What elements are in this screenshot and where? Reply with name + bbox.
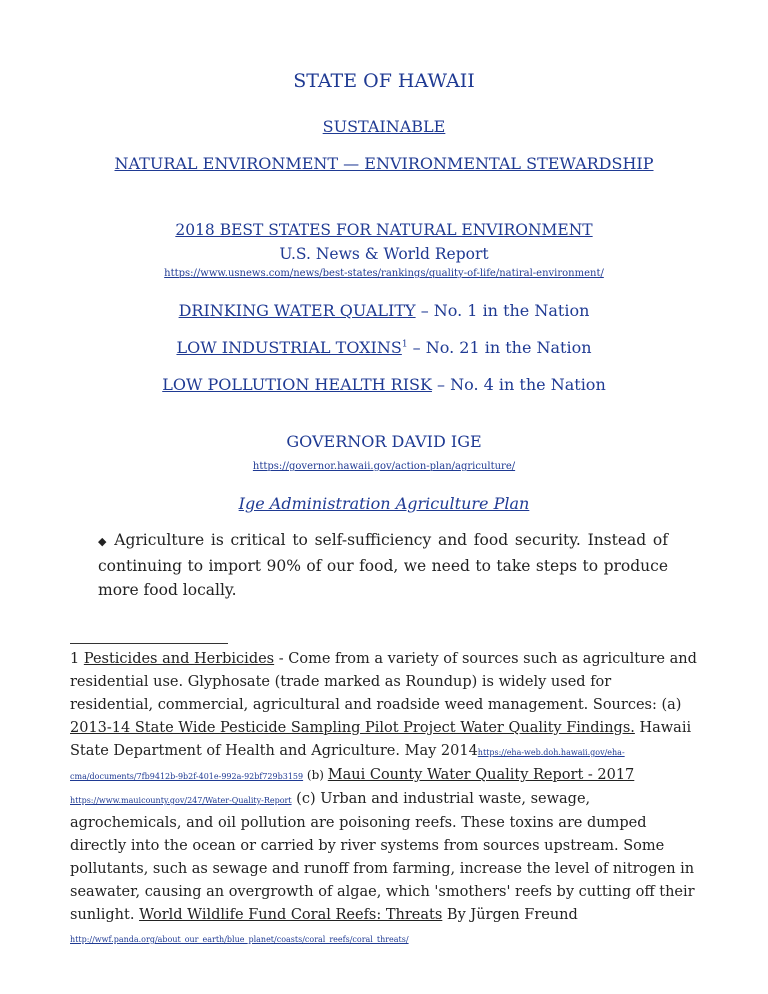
footnote-divider: [70, 643, 228, 644]
footnote-number: 1: [70, 651, 80, 667]
governor-url-link[interactable]: https://governor.hawaii.gov/action-plan/agriculture/: [252, 461, 516, 472]
ranking-label: LOW POLLUTION HEALTH RISK: [162, 375, 432, 394]
footnote-text: [70, 648, 698, 951]
footnote-text-part: Hawaii State Department of Health and Agriculture. May 2014: [70, 720, 692, 759]
source-a-url-link[interactable]: https://eha-web.doh.hawaii.gov/eha-cma/documents/7fb9412b-9b2f-401e-992a-92bf729b3159: [70, 748, 625, 781]
ranking-row: [0, 375, 768, 394]
footnote-text-part: By Jürgen Freund: [442, 907, 578, 923]
body-text: Agriculture is critical to self-sufficiency and food security. Instead of continuing to import 90% of our food, we need to take steps to produce more food locally.: [98, 531, 668, 599]
ranking-rank: – No. 1 in the Nation: [420, 301, 590, 320]
footnote-title: Pesticides and Herbicides: [83, 651, 275, 667]
sustainable-heading: SUSTAINABLE: [322, 117, 446, 136]
footnote-marker[interactable]: 1: [401, 339, 408, 350]
ranking-label: DRINKING WATER QUALITY: [178, 301, 416, 320]
rankings-title: 2018 BEST STATES FOR NATURAL ENVIRONMENT: [175, 221, 593, 239]
rankings-url-link[interactable]: https://www.usnews.com/news/best-states/rankings/quality-of-life/natiral-environment/: [164, 268, 604, 279]
state-title: STATE OF HAWAII: [293, 70, 475, 92]
source-b-url-link[interactable]: https://www.mauicounty.gov/247/Water-Quality-Report: [70, 796, 292, 805]
ranking-label: LOW INDUSTRIAL TOXINS: [176, 338, 402, 357]
body-paragraph: [98, 528, 668, 602]
source-c-link[interactable]: World Wildlife Fund Coral Reefs: Threats: [139, 907, 443, 923]
footnote-text-part: (c) Urban and industrial waste, sewage, agrochemicals, and oil pollution are poisoning reefs. These toxins are dumped directly into the ocean or carried by river systems from sources upstream. Some pollutants, such as sewage and runoff from farming, increase the level of nitrogen in seawater, causing an overgrowth of algae, which 'smothers' reefs by cutting off their sunlight.: [70, 791, 695, 923]
ranking-rank: – No. 21 in the Nation: [412, 338, 592, 357]
rankings-source: U.S. News & World Report: [279, 245, 489, 263]
source-a-link[interactable]: 2013-14 State Wide Pesticide Sampling Pilot Project Water Quality Findings.: [70, 720, 635, 736]
source-b-label: (b): [303, 768, 328, 782]
source-c-url-link[interactable]: http://wwf.panda.org/about_our_earth/blue_planet/coasts/coral_reefs/coral_threats/: [70, 935, 409, 944]
source-b-link[interactable]: Maui County Water Quality Report - 2017: [327, 767, 635, 783]
ranking-row: [0, 301, 768, 320]
governor-name: GOVERNOR DAVID IGE: [286, 432, 482, 451]
footnote-text-part: - Come from a variety of sources such as agriculture and residential use. Glyphosate (trade marked as Roundup) is widely used for residential, commercial, agricultural and roadside weed management. Sources: (a): [70, 651, 697, 713]
governor-url-line: [0, 461, 768, 472]
bullet-diamond-icon: ◆: [98, 535, 109, 548]
ranking-rank: – No. 4 in the Nation: [437, 375, 606, 394]
topic-heading: NATURAL ENVIRONMENT — ENVIRONMENTAL STEWARDSHIP: [114, 154, 654, 173]
plan-title: Ige Administration Agriculture Plan: [238, 494, 530, 513]
ranking-row: [0, 338, 768, 357]
rankings-url-line: [0, 268, 768, 279]
